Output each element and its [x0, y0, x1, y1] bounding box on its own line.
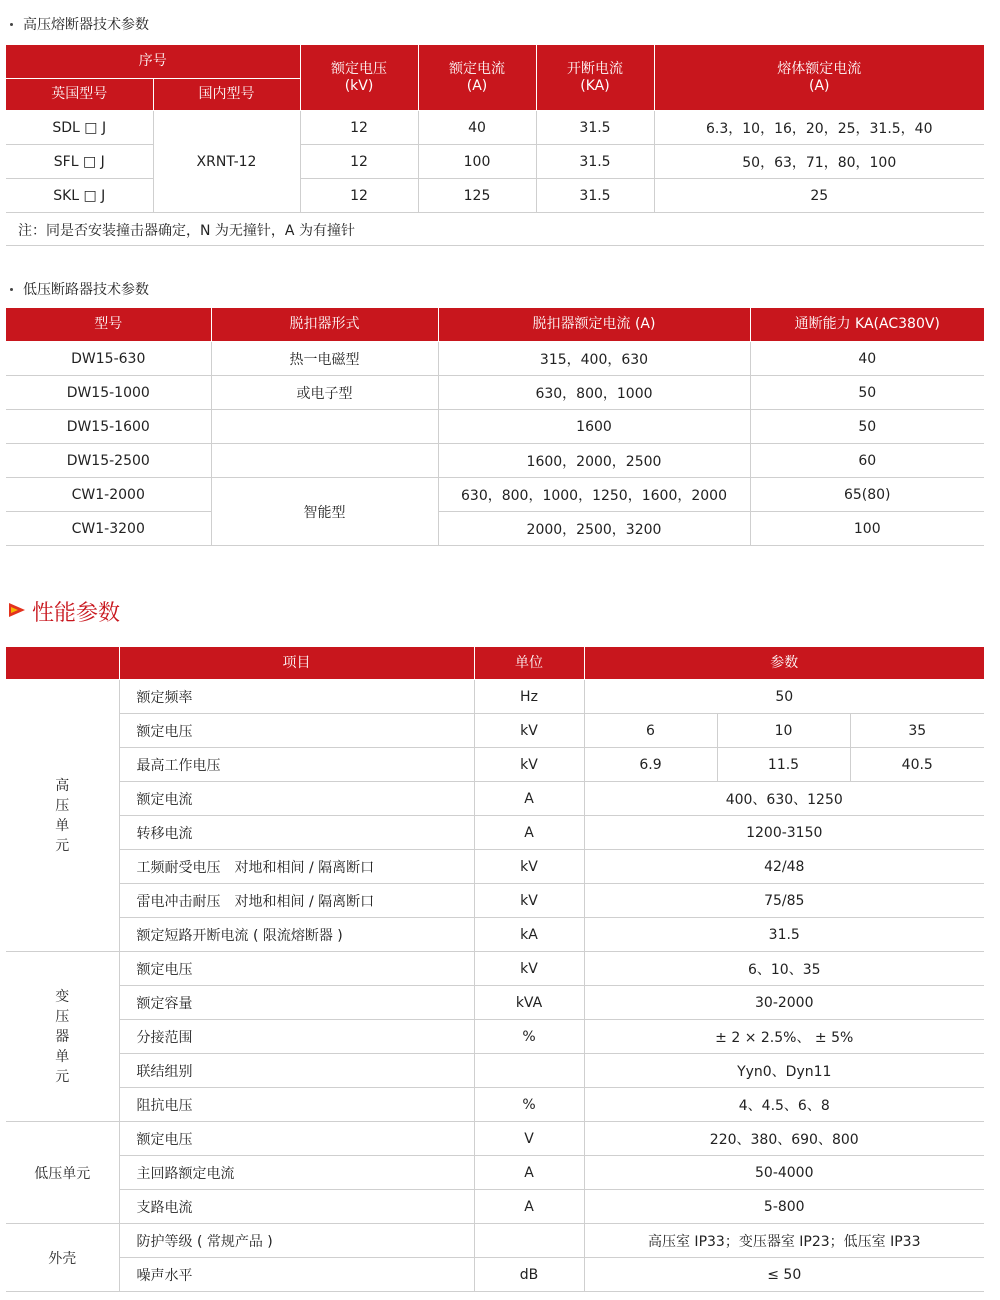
- item-cell: 额定电压: [119, 714, 474, 748]
- unit-cell: A: [474, 1190, 584, 1224]
- value-cell: ± 2 × 2.5%、 ± 5%: [584, 1020, 984, 1054]
- capacity-cell: 50: [750, 410, 984, 444]
- value-cell: 50-4000: [584, 1156, 984, 1190]
- table-row: [6, 748, 984, 782]
- voltage-cell: 12: [300, 111, 418, 145]
- item-cell: 额定短路开断电流 ( 限流熔断器 ): [119, 918, 474, 952]
- release-cell: [211, 410, 438, 444]
- release-cell: [211, 444, 438, 478]
- item-cell: 阻抗电压: [119, 1088, 474, 1122]
- hv-fuse-table: [6, 44, 984, 213]
- group-lv-unit: 低压单元: [6, 1122, 119, 1224]
- group-transformer-unit: 变 压 器 单 元: [6, 952, 119, 1122]
- item-cell: 额定频率: [119, 680, 474, 714]
- item-cell: 额定电压: [119, 1122, 474, 1156]
- table-row: [6, 1156, 984, 1190]
- value-cell: 高压室 IP33；变压器室 IP23；低压室 IP33: [584, 1224, 984, 1258]
- rated-cell: 630，800，1000: [438, 376, 750, 410]
- divider: [6, 245, 984, 246]
- section-title-hv-fuse: [10, 14, 149, 34]
- header-uk-model: 英国型号: [6, 79, 153, 111]
- model-cell: CW1-3200: [6, 512, 211, 546]
- rated-cell: 1600: [438, 410, 750, 444]
- header-breaking: 开断电流 (KA): [536, 45, 654, 111]
- value-cell: 5-800: [584, 1190, 984, 1224]
- item-cell: 噪声水平: [119, 1258, 474, 1292]
- table-row: [6, 512, 984, 546]
- header-item: 项目: [119, 647, 474, 680]
- hv-fuse-title: 高压熔断器技术参数: [23, 17, 149, 33]
- performance-heading: [8, 596, 120, 627]
- table-row: [6, 1054, 984, 1088]
- rated-cell: 630，800，1000，1250，1600，2000: [438, 478, 750, 512]
- header-unit: 单位: [474, 647, 584, 680]
- value-cell: 75/85: [584, 884, 984, 918]
- capacity-cell: 50: [750, 376, 984, 410]
- item-cell: 防护等级 ( 常规产品 ): [119, 1224, 474, 1258]
- header-model: 型号: [6, 308, 211, 342]
- unit-cell: kA: [474, 918, 584, 952]
- melt-cell: 6.3，10，16，20，25，31.5，40: [654, 111, 984, 145]
- header-current: 额定电流 (A): [418, 45, 536, 111]
- group-hv-unit: 高 压 单 元: [6, 680, 119, 952]
- item-cell: 主回路额定电流: [119, 1156, 474, 1190]
- table-row: [6, 816, 984, 850]
- value-cell: 400、630、1250: [584, 782, 984, 816]
- table-row: [6, 1020, 984, 1054]
- release-cell: 智能型: [211, 478, 438, 546]
- unit-cell: kV: [474, 714, 584, 748]
- unit-cell: %: [474, 1020, 584, 1054]
- header-param: 参数: [584, 647, 984, 680]
- table-row: [6, 986, 984, 1020]
- item-cell: 额定电流: [119, 782, 474, 816]
- unit-cell: kV: [474, 884, 584, 918]
- rated-cell: 315，400，630: [438, 342, 750, 376]
- table-row: [6, 918, 984, 952]
- release-cell: 热一电磁型: [211, 342, 438, 376]
- uk-model-cell: SDL □ J: [6, 111, 153, 145]
- model-cell: DW15-630: [6, 342, 211, 376]
- table-row: [6, 1190, 984, 1224]
- breaking-cell: 31.5: [536, 179, 654, 213]
- table-row: [6, 376, 984, 410]
- header-release: 脱扣器形式: [211, 308, 438, 342]
- table-row: [6, 410, 984, 444]
- model-cell: DW15-2500: [6, 444, 211, 478]
- voltage-cell: 12: [300, 179, 418, 213]
- table-row: [6, 145, 984, 179]
- bullet-dot-icon: [10, 288, 13, 291]
- capacity-cell: 100: [750, 512, 984, 546]
- value-cell: 35: [850, 714, 984, 748]
- unit-cell: kV: [474, 952, 584, 986]
- header-blank: [6, 647, 119, 680]
- rated-cell: 2000，2500，3200: [438, 512, 750, 546]
- unit-cell: A: [474, 782, 584, 816]
- lv-breaker-table: [6, 307, 984, 546]
- table-row: [6, 1088, 984, 1122]
- section-title-lv-breaker: [10, 279, 149, 299]
- capacity-cell: 40: [750, 342, 984, 376]
- item-cell: 分接范围: [119, 1020, 474, 1054]
- item-cell: 转移电流: [119, 816, 474, 850]
- unit-cell: [474, 1054, 584, 1088]
- unit-cell: A: [474, 1156, 584, 1190]
- melt-cell: 25: [654, 179, 984, 213]
- value-cell: 42/48: [584, 850, 984, 884]
- item-cell: 支路电流: [119, 1190, 474, 1224]
- current-cell: 100: [418, 145, 536, 179]
- header-cn-model: 国内型号: [153, 79, 300, 111]
- item-cell: 雷电冲击耐压 对地和相间 / 隔离断口: [119, 884, 474, 918]
- value-cell: 31.5: [584, 918, 984, 952]
- unit-cell: kV: [474, 748, 584, 782]
- unit-cell: A: [474, 816, 584, 850]
- header-seq: 序号: [6, 45, 300, 79]
- value-cell: 40.5: [850, 748, 984, 782]
- table-row: [6, 952, 984, 986]
- model-cell: CW1-2000: [6, 478, 211, 512]
- item-cell: 额定电压: [119, 952, 474, 986]
- table-row: [6, 1258, 984, 1292]
- table-row: [6, 179, 984, 213]
- current-cell: 125: [418, 179, 536, 213]
- hv-fuse-note: 注：同是否安装撞击器确定，N 为无撞针，A 为有撞针: [18, 223, 355, 239]
- unit-cell: [474, 1224, 584, 1258]
- release-cell: 或电子型: [211, 376, 438, 410]
- item-cell: 额定容量: [119, 986, 474, 1020]
- unit-cell: dB: [474, 1258, 584, 1292]
- table-row: [6, 111, 984, 145]
- table-row: [6, 342, 984, 376]
- unit-cell: %: [474, 1088, 584, 1122]
- voltage-cell: 12: [300, 145, 418, 179]
- value-cell: 4、4.5、6、8: [584, 1088, 984, 1122]
- model-cell: DW15-1600: [6, 410, 211, 444]
- table-row: [6, 478, 984, 512]
- header-rated-current: 脱扣器额定电流 (A): [438, 308, 750, 342]
- capacity-cell: 65(80): [750, 478, 984, 512]
- value-cell: ≤ 50: [584, 1258, 984, 1292]
- table-row: [6, 444, 984, 478]
- value-cell: 220、380、690、800: [584, 1122, 984, 1156]
- table-row: [6, 884, 984, 918]
- value-cell: 11.5: [717, 748, 850, 782]
- unit-cell: V: [474, 1122, 584, 1156]
- rated-cell: 1600，2000，2500: [438, 444, 750, 478]
- table-row: [6, 782, 984, 816]
- current-cell: 40: [418, 111, 536, 145]
- value-cell: 6.9: [584, 748, 717, 782]
- table-row: [6, 850, 984, 884]
- item-cell: 最高工作电压: [119, 748, 474, 782]
- unit-cell: Hz: [474, 680, 584, 714]
- header-capacity: 通断能力 KA(AC380V): [750, 308, 984, 342]
- header-voltage: 额定电压 (kV): [300, 45, 418, 111]
- table-row: [6, 1224, 984, 1258]
- performance-title: 性能参数: [32, 601, 121, 626]
- value-cell: 10: [717, 714, 850, 748]
- value-cell: 6: [584, 714, 717, 748]
- bullet-dot-icon: [10, 23, 13, 26]
- unit-cell: kV: [474, 850, 584, 884]
- model-cell: DW15-1000: [6, 376, 211, 410]
- breaking-cell: 31.5: [536, 111, 654, 145]
- arrow-badge-icon: [8, 601, 26, 623]
- value-cell: 50: [584, 680, 984, 714]
- value-cell: 1200-3150: [584, 816, 984, 850]
- capacity-cell: 60: [750, 444, 984, 478]
- lv-breaker-title: 低压断路器技术参数: [23, 282, 149, 298]
- unit-cell: kVA: [474, 986, 584, 1020]
- value-cell: 6、10、35: [584, 952, 984, 986]
- value-cell: Yyn0、Dyn11: [584, 1054, 984, 1088]
- uk-model-cell: SKL □ J: [6, 179, 153, 213]
- table-row: [6, 680, 984, 714]
- uk-model-cell: SFL □ J: [6, 145, 153, 179]
- performance-table: [6, 646, 984, 1292]
- cn-model-cell: XRNT-12: [153, 111, 300, 213]
- value-cell: 30-2000: [584, 986, 984, 1020]
- header-melt: 熔体额定电流 (A): [654, 45, 984, 111]
- table-row: [6, 1122, 984, 1156]
- item-cell: 联结组别: [119, 1054, 474, 1088]
- table-row: [6, 714, 984, 748]
- breaking-cell: 31.5: [536, 145, 654, 179]
- group-enclosure: 外壳: [6, 1224, 119, 1292]
- item-cell: 工频耐受电压 对地和相间 / 隔离断口: [119, 850, 474, 884]
- melt-cell: 50，63，71，80，100: [654, 145, 984, 179]
